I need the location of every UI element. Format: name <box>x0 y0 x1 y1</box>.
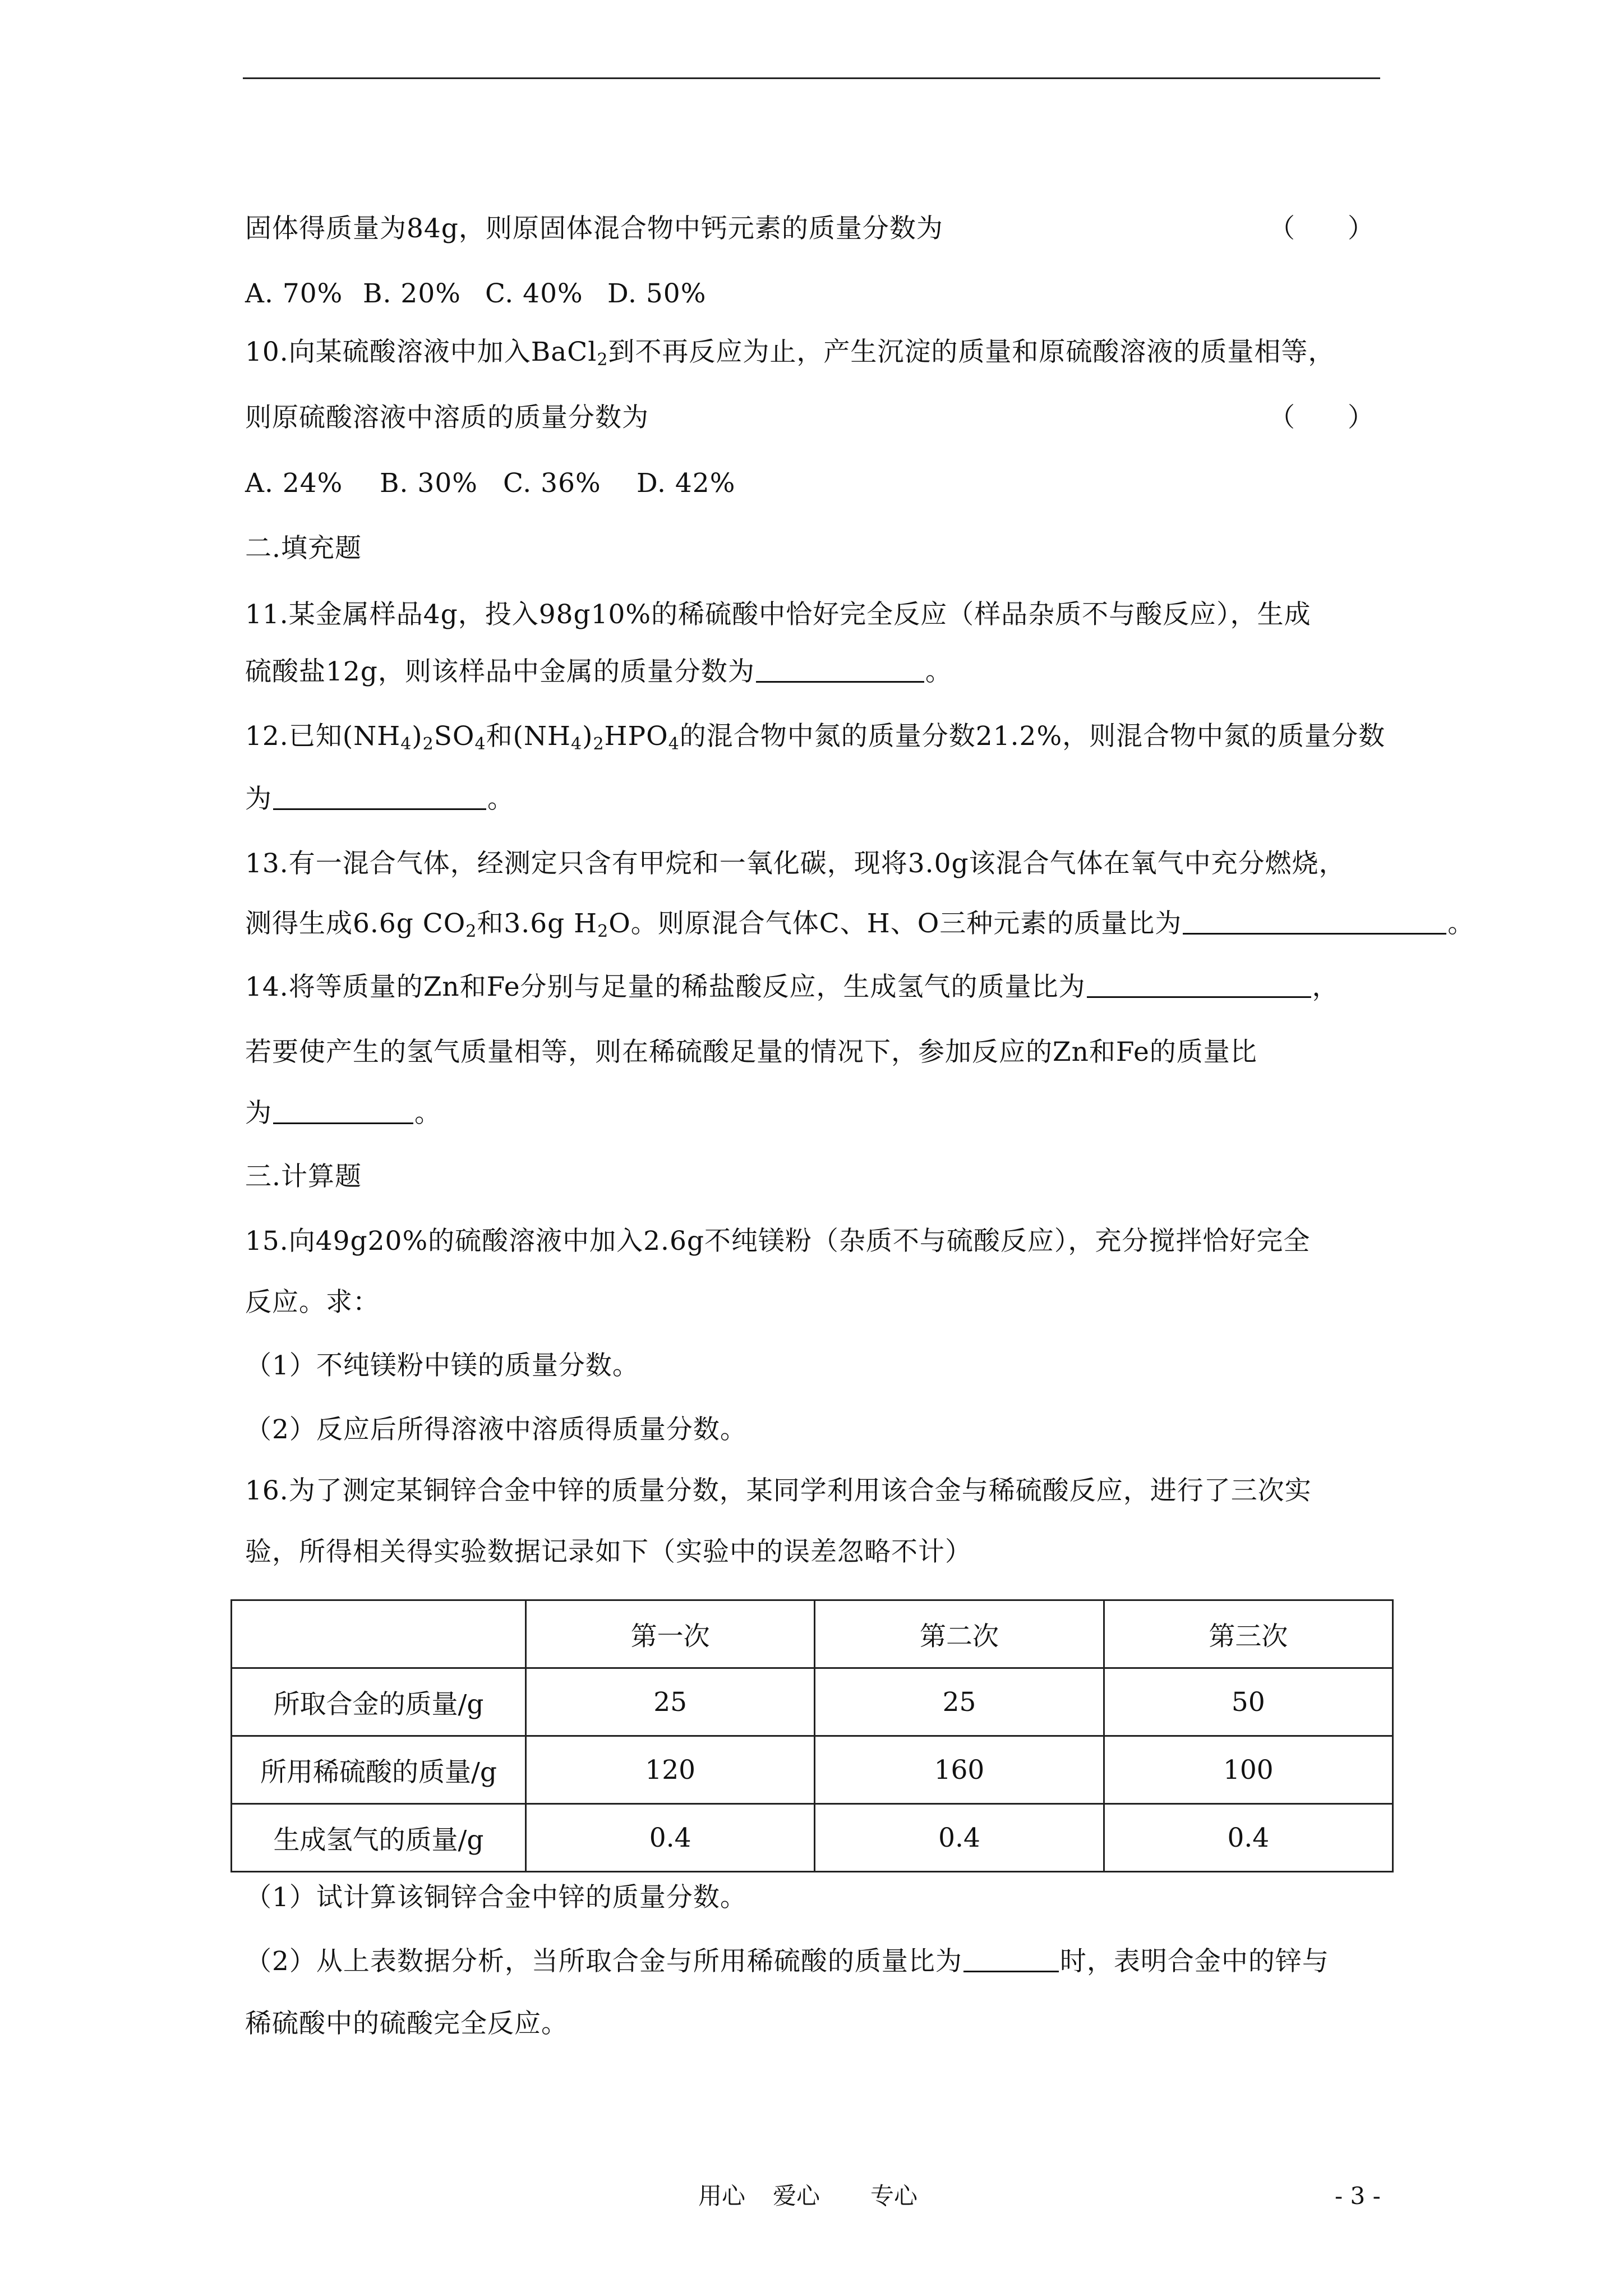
q16-text-line1: 16.为了测定某铜锌合金中锌的质量分数，某同学利用该合金与稀硫酸反应，进行了三次实 <box>245 1475 1312 1506</box>
q13-text-line2: 测得生成6.6g $CO_2$和3.6g $H_2O$。则原混合气体C、H、O三种元素的质量比为 。 <box>245 908 1475 941</box>
q10-option-a: A. 24% <box>245 468 343 499</box>
table-cell: 25 <box>815 1668 1104 1736</box>
table-cell: 0.4 <box>526 1804 815 1872</box>
table-cell: 100 <box>1104 1736 1393 1804</box>
q16-text-line2: 验，所得相关得实验数据记录如下（实验中的误差忽略不计） <box>245 1536 972 1567</box>
table-cell: 0.4 <box>1104 1804 1393 1872</box>
q14-answer-blank-1[interactable] <box>1087 972 1311 998</box>
table-row <box>232 1804 1393 1872</box>
q14-answer-blank-2[interactable] <box>273 1098 413 1124</box>
table-row-label: 所用稀硫酸的质量/g <box>232 1736 526 1804</box>
q13-answer-blank[interactable] <box>1183 908 1446 935</box>
q9-answer-paren: （ ） <box>1269 213 1374 244</box>
q10-text-line1: 10.向某硫酸溶液中加入BaCl$_2$到不再反应为止，产生沉淀的质量和原硫酸溶液的质量相等， <box>245 337 1335 370</box>
table-header-cell <box>232 1600 526 1668</box>
table-cell: 0.4 <box>815 1804 1104 1872</box>
section-heading-fill-in: 二.填充题 <box>245 533 362 564</box>
q11-text-line2: 硫酸盐12g，则该样品中金属的质量分数为 。 <box>245 656 952 687</box>
table-row-label: 所取合金的质量/g <box>232 1668 526 1736</box>
q10-option-c: C. 36% <box>503 468 601 499</box>
q9-option-a: A. 70% <box>245 278 343 309</box>
q10-options <box>245 467 735 500</box>
q9-text: 固体得质量为84g，则原固体混合物中钙元素的质量分数为 <box>245 213 943 244</box>
table-cell: 160 <box>815 1736 1104 1804</box>
q10-option-d: D. 42% <box>637 468 736 499</box>
footer-motto-3: 专心 <box>870 2182 918 2210</box>
section-heading-calculation: 三.计算题 <box>245 1161 362 1192</box>
table-row <box>232 1736 1393 1804</box>
q10-text-line2: 则原硫酸溶液中溶质的质量分数为 <box>245 402 649 433</box>
q9-options <box>245 277 706 311</box>
table-cell: 25 <box>526 1668 815 1736</box>
table-header-cell: 第二次 <box>815 1600 1104 1668</box>
table-cell: 50 <box>1104 1668 1393 1736</box>
footer-motto-1: 用心 <box>698 2182 746 2210</box>
q14-text-line1: 14.将等质量的Zn和Fe分别与足量的稀盐酸反应，生成氢气的质量比为 ， <box>245 972 1339 1002</box>
table-header-cell: 第一次 <box>526 1600 815 1668</box>
q10-answer-paren: （ ） <box>1269 402 1374 433</box>
q15-sub2: （2）反应后所得溶液中溶质得质量分数。 <box>245 1414 747 1445</box>
page-number: - 3 - <box>1335 2182 1381 2210</box>
q9-option-b: B. 20% <box>363 278 461 309</box>
q9-option-d: D. 50% <box>607 278 707 309</box>
table-header-row <box>232 1600 1393 1668</box>
table-cell: 120 <box>526 1736 815 1804</box>
header-rule <box>243 77 1380 79</box>
q15-text-line1: 15.向49g20%的硫酸溶液中加入2.6g不纯镁粉（杂质不与硫酸反应），充分搅拌恰好完全 <box>245 1226 1311 1257</box>
table-row-label: 生成氢气的质量/g <box>232 1804 526 1872</box>
q9-option-c: C. 40% <box>485 278 583 309</box>
q16-sub2-line2: 稀硫酸中的硫酸完全反应。 <box>245 2008 568 2039</box>
q11-text-line1: 11.某金属样品4g，投入98g10%的稀硫酸中恰好完全反应（样品杂质不与酸反应），生成 <box>245 599 1311 630</box>
q14-text-line3: 为 。 <box>245 1098 441 1129</box>
experiment-data-table <box>230 1599 1394 1872</box>
q15-sub1: （1）不纯镁粉中镁的质量分数。 <box>245 1350 639 1381</box>
q13-text-line1: 13.有一混合气体，经测定只含有甲烷和一氧化碳，现将3.0g该混合气体在氧气中充分燃烧， <box>245 848 1346 879</box>
q11-answer-blank[interactable] <box>756 656 924 683</box>
q12-text-line1: 12.已知$(NH_4)_2SO_4$和$(NH_4)_2HPO_4$的混合物中氮的质量分数21.2%，则混合物中氮的质量分数 <box>245 721 1386 754</box>
q12-answer-blank[interactable] <box>273 784 486 810</box>
q14-text-line2: 若要使产生的氢气质量相等，则在稀硫酸足量的情况下，参加反应的Zn和Fe的质量比 <box>245 1037 1257 1068</box>
q16-sub2-line1: （2）从上表数据分析，当所取合金与所用稀硫酸的质量比为 时，表明合金中的锌与 <box>245 1946 1329 1977</box>
table-header-cell: 第三次 <box>1104 1600 1393 1668</box>
q12-text-line2: 为 。 <box>245 784 514 815</box>
table-row <box>232 1668 1393 1736</box>
q16-answer-blank[interactable] <box>963 1946 1059 1972</box>
q10-option-b: B. 30% <box>380 468 478 499</box>
q16-sub1: （1）试计算该铜锌合金中锌的质量分数。 <box>245 1882 747 1913</box>
footer-motto-2: 爱心 <box>773 2182 820 2210</box>
q15-text-line2: 反应。求： <box>245 1287 380 1318</box>
